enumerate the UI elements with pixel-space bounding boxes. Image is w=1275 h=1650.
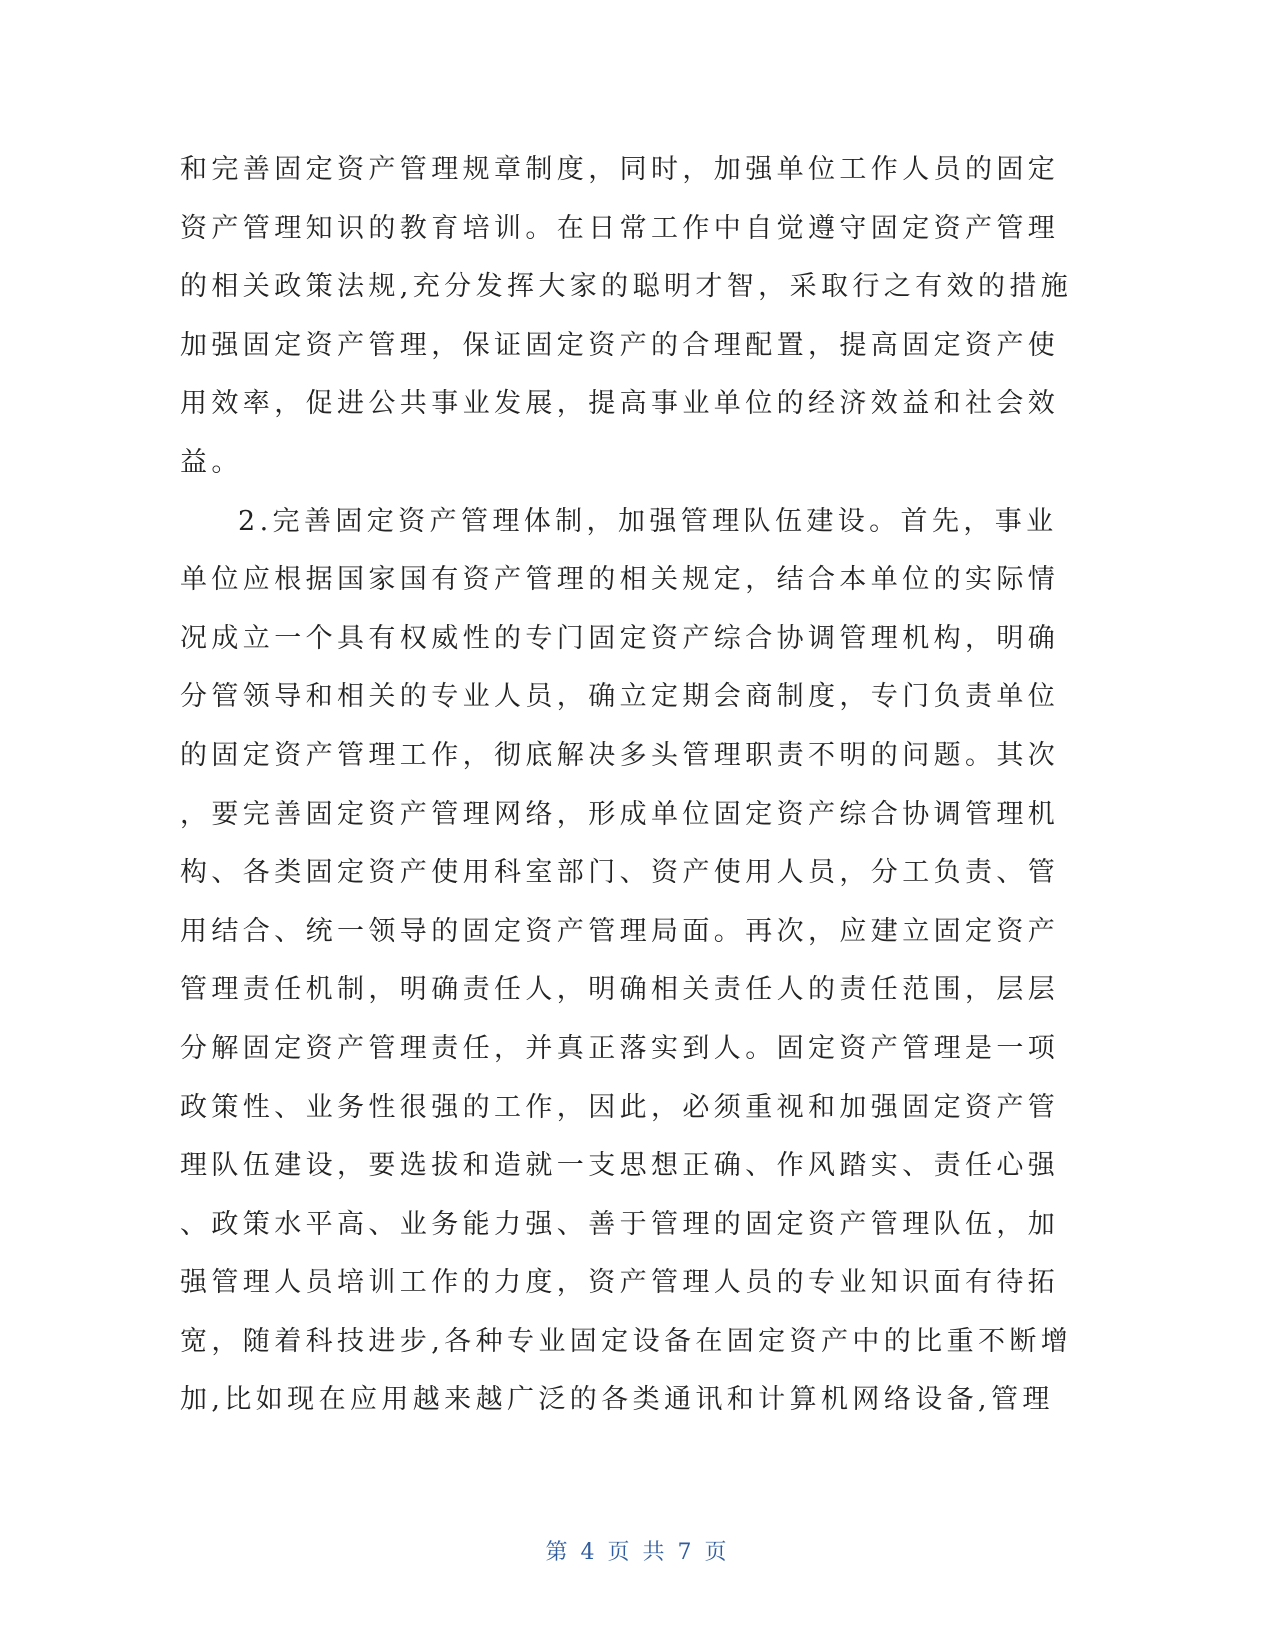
text-line: 构、各类固定资产使用科室部门、资产使用人员，分工负责、管 [180, 857, 1060, 889]
text-line: 加,比如现在应用越来越广泛的各类通讯和计算机网络设备,管理 [180, 1384, 1054, 1416]
text-line: 益。 [180, 446, 243, 478]
page-number-footer: 第 4 页 共 7 页 [545, 1540, 730, 1565]
text-line: 的相关政策法规,充分发挥大家的聪明才智，采取行之有效的措施 [180, 271, 1073, 303]
text-line: 单位应根据国家国有资产管理的相关规定，结合本单位的实际情 [180, 564, 1060, 596]
text-line: 、政策水平高、业务能力强、善于管理的固定资产管理队伍，加 [180, 1208, 1060, 1240]
text-line: 宽，随着科技进步,各种专业固定设备在固定资产中的比重不断增 [180, 1325, 1073, 1357]
text-line: 的固定资产管理工作，彻底解决多头管理职责不明的问题。其次 [180, 739, 1060, 771]
text-line: 况成立一个具有权威性的专门固定资产综合协调管理机构，明确 [180, 622, 1060, 654]
body-text [180, 141, 1073, 1430]
text-line: 资产管理知识的教育培训。在日常工作中自觉遵守固定资产管理 [180, 212, 1060, 244]
text-line: 分管领导和相关的专业人员，确立定期会商制度，专门负责单位 [180, 681, 1060, 713]
text-line: 政策性、业务性很强的工作，因此，必须重视和加强固定资产管 [180, 1091, 1060, 1123]
text-line: 用效率，促进公共事业发展，提高事业单位的经济效益和社会效 [180, 388, 1060, 420]
text-line: 管理责任机制，明确责任人，明确相关责任人的责任范围，层层 [180, 974, 1060, 1006]
text-line: ，要完善固定资产管理网络，形成单位固定资产综合协调管理机 [180, 798, 1060, 830]
paragraph-start-line: 2.完善固定资产管理体制，加强管理队伍建设。首先，事业 [238, 505, 1058, 537]
text-line: 强管理人员培训工作的力度，资产管理人员的专业知识面有待拓 [180, 1267, 1060, 1299]
text-line: 分解固定资产管理责任，并真正落实到人。固定资产管理是一项 [180, 1032, 1060, 1064]
text-line: 加强固定资产管理，保证固定资产的合理配置，提高固定资产使 [180, 329, 1060, 361]
text-line: 用结合、统一领导的固定资产管理局面。再次，应建立固定资产 [180, 915, 1060, 947]
text-line: 理队伍建设，要选拔和造就一支思想正确、作风踏实、责任心强 [180, 1150, 1060, 1182]
text-line: 和完善固定资产管理规章制度，同时，加强单位工作人员的固定 [180, 154, 1060, 185]
